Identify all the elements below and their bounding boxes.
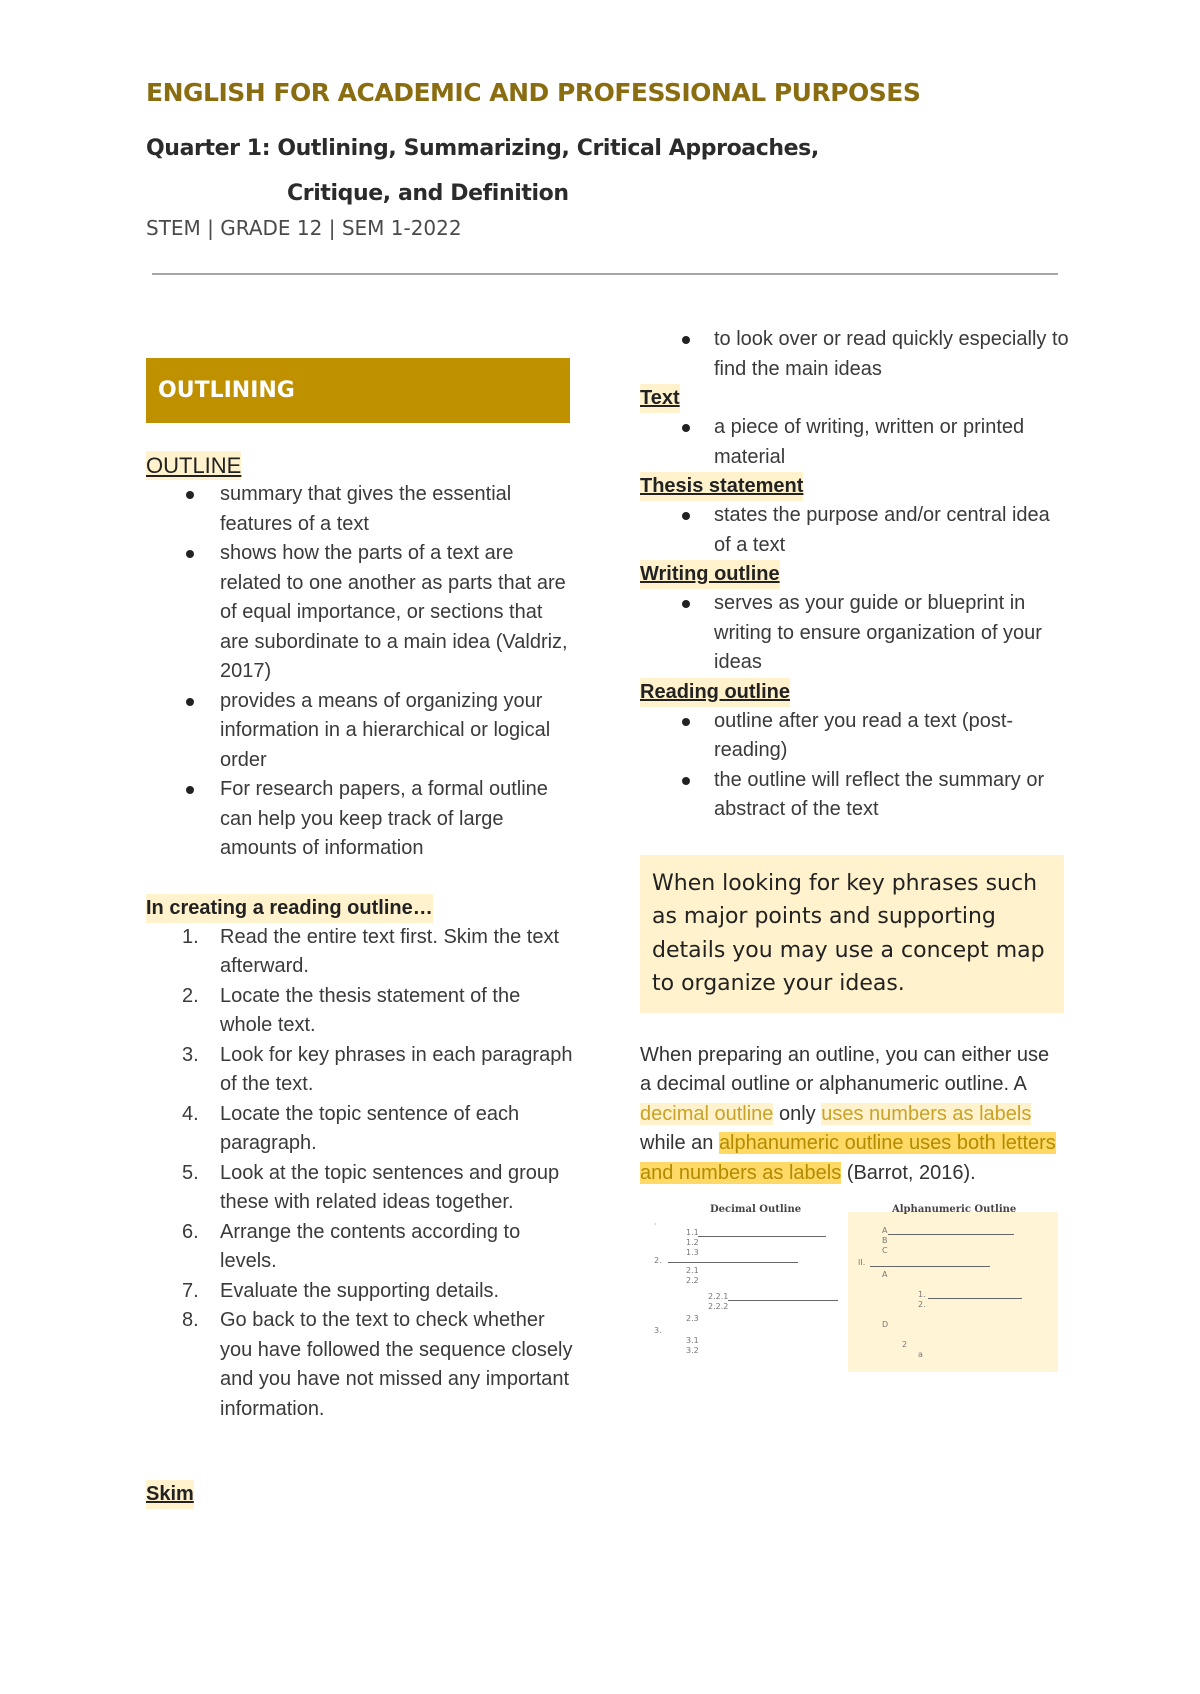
section-banner-label: OUTLINING — [158, 378, 295, 403]
highlight-numbers-labels: uses numbers as labels — [821, 1102, 1032, 1125]
text-definition — [640, 413, 1070, 472]
step-text: Arrange the contents according to levels. — [220, 1220, 521, 1272]
step-text: Evaluate the supporting details. — [220, 1279, 500, 1302]
decimal-outline-title: Decimal Outline — [710, 1204, 802, 1215]
writing-outline-definition — [640, 589, 1070, 678]
step-text: Go back to the text to check whether you have followed the sequence closely and you have not missed any important information. — [220, 1309, 573, 1420]
para-text: only — [773, 1102, 822, 1125]
thesis-definition — [640, 501, 1070, 560]
highlight-alphanumeric: alphanumeric outline uses both letters and numbers as labels — [640, 1132, 1056, 1184]
step-number: 1. — [182, 925, 199, 948]
creating-outline-heading: In creating a reading outline… — [146, 894, 433, 923]
highlight-decimal-outline: decimal outline — [640, 1102, 774, 1125]
thesis-term: Thesis statement — [640, 472, 803, 501]
list-item: provides a means of organizing your information in a hierarchical or logical order — [146, 687, 576, 776]
step-number: 6. — [182, 1220, 199, 1243]
list-item — [146, 1041, 576, 1100]
right-column — [640, 325, 1070, 1362]
step-number: 4. — [182, 1102, 199, 1125]
list-item: the outline will reflect the summary or abstract of the text — [640, 766, 1070, 825]
skim-definition — [640, 325, 1070, 384]
quarter-line-1: Quarter 1: Outlining, Summarizing, Critical Approaches, — [146, 136, 819, 161]
course-meta: STEM | GRADE 12 | SEM 1-2022 — [146, 216, 462, 240]
para-text: (Barrot, 2016). — [841, 1161, 976, 1184]
list-item: summary that gives the essential features of a text — [146, 480, 576, 539]
list-item: serves as your guide or blueprint in writing to ensure organization of your ideas — [640, 589, 1070, 678]
list-item: shows how the parts of a text are related to one another as parts that are of equal importance, or sections that are subordinate to a main idea (Valdriz, 2017) — [146, 539, 576, 687]
document-title: ENGLISH FOR ACADEMIC AND PROFESSIONAL PURPOSES — [146, 78, 921, 107]
list-item — [146, 1100, 576, 1159]
list-item — [146, 1306, 576, 1424]
list-item — [146, 1218, 576, 1277]
header-divider — [152, 273, 1058, 275]
step-number: 5. — [182, 1161, 199, 1184]
quarter-heading — [146, 126, 819, 216]
writing-outline-term: Writing outline — [640, 560, 780, 589]
para-text: while an — [640, 1132, 719, 1154]
reading-outline-definition — [640, 707, 1070, 825]
decimal-outline-sample: Decimal Outline · 1.1 1.2 1.3 2. 2.1 2.2 2.2.1 2.2.2 2.3 3. 3.1 3.2 — [648, 1202, 858, 1362]
alphanumeric-outline-sample: Alphanumeric Outline A B C II. A 1. 2. D 2 a — [848, 1212, 1058, 1372]
step-text: Locate the topic sentence of each paragraph. — [220, 1102, 520, 1154]
step-number: 2. — [182, 984, 199, 1007]
text-term: Text — [640, 384, 680, 413]
step-text: Look for key phrases in each paragraph of the text. — [220, 1043, 573, 1095]
outline-bullets — [146, 480, 576, 864]
list-item — [146, 1277, 576, 1307]
step-number: 7. — [182, 1279, 199, 1302]
concept-map-callout: When looking for key phrases such as major points and supporting details you may use a concept map to organize your ideas. — [640, 855, 1064, 1013]
list-item — [146, 982, 576, 1041]
step-number: 8. — [182, 1309, 199, 1331]
skim-term: Skim — [146, 1480, 194, 1509]
outline-comparison-image — [640, 1202, 1060, 1362]
alphanumeric-outline-title: Alphanumeric Outline — [892, 1204, 1017, 1215]
left-column — [146, 358, 576, 1509]
quarter-line-2: Critique, and Definition — [287, 181, 569, 206]
step-number: 3. — [182, 1043, 199, 1066]
list-item: For research papers, a formal outline can help you keep track of large amounts of information — [146, 775, 576, 864]
step-text: Look at the topic sentences and group these with related ideas together. — [220, 1161, 560, 1213]
list-item: a piece of writing, written or printed material — [640, 413, 1070, 472]
outline-types-paragraph — [640, 1041, 1064, 1189]
list-item: outline after you read a text (post-reading) — [640, 707, 1070, 766]
step-text: Locate the thesis statement of the whole text. — [220, 984, 521, 1036]
outline-term: OUTLINE — [146, 453, 242, 478]
outline-steps — [146, 923, 576, 1425]
reading-outline-term: Reading outline — [640, 678, 790, 707]
list-item — [146, 923, 576, 982]
section-banner — [146, 358, 570, 423]
list-item: to look over or read quickly especially to find the main ideas — [640, 325, 1070, 384]
para-text: When preparing an outline, you can either use a decimal outline or alphanumeric outline. A — [640, 1043, 1050, 1095]
step-text: Read the entire text first. Skim the text afterward. — [220, 925, 560, 977]
list-item: states the purpose and/or central idea of a text — [640, 501, 1070, 560]
list-item — [146, 1159, 576, 1218]
